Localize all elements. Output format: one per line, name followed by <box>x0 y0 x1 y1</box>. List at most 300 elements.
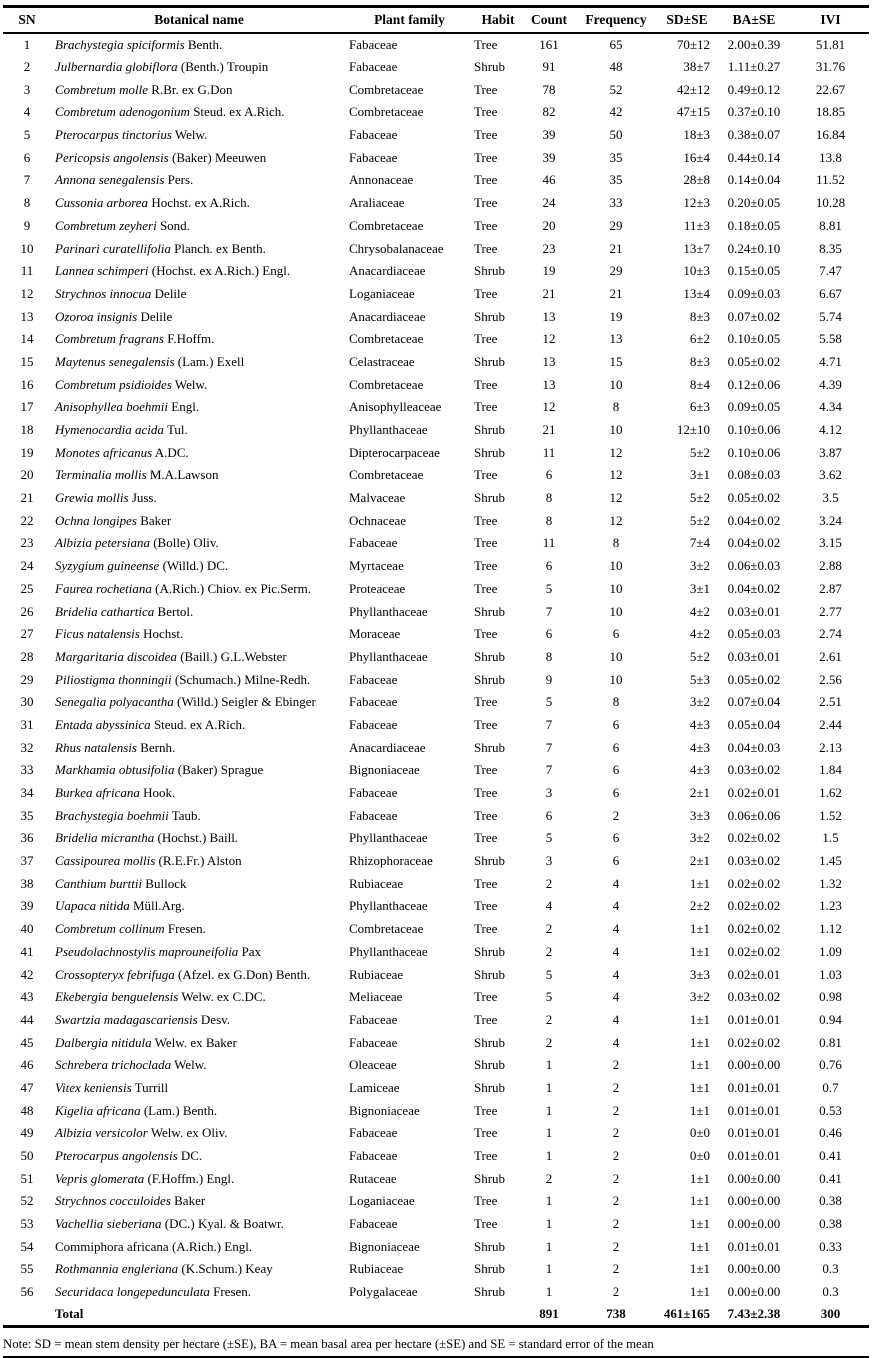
col-header-ba-se: BA±SE <box>716 7 792 34</box>
species-authority: (K.Schum.) Keay <box>181 1261 273 1277</box>
ba-cell: 0.00±0.00 <box>727 1284 781 1300</box>
species-binomial: Cassipourea mollis <box>55 853 156 869</box>
ba-cell: 0.03±0.02 <box>727 762 781 778</box>
species-binomial: Senegalia polyacantha <box>55 694 174 710</box>
table-row <box>3 532 869 555</box>
count-cell: 1 <box>545 1057 553 1073</box>
table-row <box>3 237 869 260</box>
count-cell: 19 <box>542 263 556 279</box>
species-authority: Welw. ex Baker <box>154 1034 237 1050</box>
species-binomial: Julbernardia globiflora <box>55 59 178 75</box>
table-row <box>3 419 869 442</box>
species-authority: Juss. <box>131 490 157 506</box>
species-binomial: Syzygium guineense <box>55 558 160 574</box>
species-authority: Welw. ex C.DC. <box>181 989 266 1005</box>
sd-cell: 2±1 <box>689 853 710 869</box>
plant-family-cell: Rutaceae <box>349 1170 397 1186</box>
sd-cell: 13±7 <box>683 240 710 256</box>
table-row <box>3 759 869 782</box>
count-cell: 1 <box>545 1193 553 1209</box>
count-cell: 6 <box>545 626 553 642</box>
sn-cell: 56 <box>20 1284 34 1300</box>
species-binomial: Anisophyllea boehmii <box>55 399 169 415</box>
species-binomial: Schrebera trichoclada <box>55 1057 172 1073</box>
table-row <box>3 691 869 714</box>
sd-cell: 8±3 <box>689 308 710 324</box>
ivi-cell: 1.5 <box>822 830 839 846</box>
ivi-cell: 3.5 <box>822 490 839 506</box>
frequency-cell: 6 <box>612 830 620 846</box>
species-authority: F.Hoffm. <box>167 331 215 347</box>
ba-cell: 0.05±0.02 <box>727 353 781 369</box>
ba-cell: 0.05±0.04 <box>727 716 781 732</box>
botanical-name-cell <box>51 1235 347 1258</box>
species-authority: (Hochst. ex A.Rich.) Engl. <box>151 263 291 279</box>
botanical-name-cell <box>51 736 347 759</box>
botanical-name-cell <box>51 78 347 101</box>
frequency-cell: 8 <box>612 694 620 710</box>
habit-cell: Tree <box>474 285 498 301</box>
ba-cell: 0.02±0.02 <box>727 943 781 959</box>
frequency-cell: 15 <box>609 353 623 369</box>
ba-cell: 0.15±0.05 <box>727 263 781 279</box>
botanical-name-cell <box>51 941 347 964</box>
table-row <box>3 850 869 873</box>
frequency-cell: 8 <box>612 535 620 551</box>
table-row <box>3 351 869 374</box>
frequency-cell: 10 <box>609 603 623 619</box>
sn-cell: 13 <box>20 308 34 324</box>
table-row <box>3 1258 869 1281</box>
ba-cell: 0.09±0.05 <box>727 399 781 415</box>
species-authority: Engl. <box>171 399 200 415</box>
sn-cell: 43 <box>20 989 34 1005</box>
frequency-cell: 35 <box>609 149 623 165</box>
botanical-name-cell <box>51 1122 347 1145</box>
species-binomial: Vachellia sieberiana <box>55 1216 162 1232</box>
plant-family-cell: Phyllanthaceae <box>349 898 428 914</box>
sd-cell: 1±1 <box>689 1079 710 1095</box>
frequency-cell: 19 <box>609 308 623 324</box>
sd-cell: 5±2 <box>689 648 710 664</box>
species-binomial: Strychnos innocua <box>55 285 152 301</box>
table-row <box>3 169 869 192</box>
ba-cell: 0.00±0.00 <box>727 1261 781 1277</box>
ivi-cell: 1.45 <box>819 853 842 869</box>
frequency-cell: 48 <box>609 59 623 75</box>
habit-cell: Shrub <box>474 353 506 369</box>
botanical-name-cell <box>51 396 347 419</box>
count-cell: 82 <box>542 104 556 120</box>
species-authority: (Willd.) Seigler & Ebinger <box>177 694 316 710</box>
species-binomial: Uapaca nitida <box>55 898 130 914</box>
count-cell: 21 <box>542 422 556 438</box>
sn-cell: 36 <box>20 830 34 846</box>
botanical-name-cell <box>51 918 347 941</box>
habit-cell: Shrub <box>474 966 506 982</box>
species-binomial: Pterocarpus angolensis <box>55 1148 178 1164</box>
habit-cell: Tree <box>474 626 498 642</box>
species-authority: M.A.Lawson <box>149 467 219 483</box>
botanical-name-cell <box>51 260 347 283</box>
habit-cell: Shrub <box>474 603 506 619</box>
plant-family-cell: Anisophylleaceae <box>349 399 442 415</box>
species-authority: (F.Hoffm.) Engl. <box>147 1170 235 1186</box>
frequency-cell: 13 <box>609 331 623 347</box>
botanical-name-cell <box>51 419 347 442</box>
species-binomial: Monotes africanus <box>55 444 153 460</box>
table-row <box>3 260 869 283</box>
ba-cell: 0.02±0.02 <box>727 875 781 891</box>
botanical-name-cell <box>51 1145 347 1168</box>
species-authority: Tul. <box>166 422 188 438</box>
count-cell: 24 <box>542 195 556 211</box>
botanical-name-cell <box>51 1054 347 1077</box>
sn-cell <box>3 1304 51 1327</box>
species-authority: Pax <box>241 943 262 959</box>
species-binomial: Hymenocardia acida <box>55 422 164 438</box>
sn-cell: 20 <box>20 467 34 483</box>
count-cell: 1 <box>545 1125 553 1141</box>
count-cell: 20 <box>542 217 556 233</box>
count-cell: 3 <box>545 853 553 869</box>
plant-family-cell: Rhizophoraceae <box>349 853 433 869</box>
habit-cell: Shrub <box>474 59 506 75</box>
sd-cell: 4±3 <box>689 762 710 778</box>
sd-cell: 70±12 <box>676 36 710 52</box>
sn-cell: 25 <box>20 580 34 596</box>
species-binomial: Markhamia obtusifolia <box>55 762 175 778</box>
botanical-name-cell <box>51 146 347 169</box>
sn-cell: 55 <box>20 1261 34 1277</box>
habit-cell: Shrub <box>474 648 506 664</box>
sd-cell: 1±1 <box>689 943 710 959</box>
plant-family-cell: Anacardiaceae <box>349 263 426 279</box>
botanical-name-cell <box>51 827 347 850</box>
ba-cell: 0.02±0.02 <box>727 830 781 846</box>
ivi-cell: 3.62 <box>819 467 842 483</box>
species-binomial: Combretum fragrans <box>55 331 164 347</box>
plant-family-cell: Bignoniaceae <box>349 1238 420 1254</box>
total-label-cell: Total <box>55 1306 84 1322</box>
botanical-name-cell <box>51 351 347 374</box>
ivi-cell: 4.34 <box>819 399 842 415</box>
count-cell: 5 <box>545 580 553 596</box>
botanical-name-cell <box>51 1031 347 1054</box>
table-row <box>3 555 869 578</box>
count-cell: 21 <box>542 285 556 301</box>
habit-cell: Tree <box>474 1102 498 1118</box>
species-binomial: Swartzia madagascariensis <box>55 1011 198 1027</box>
sd-cell: 3±3 <box>689 807 710 823</box>
frequency-cell: 6 <box>612 762 620 778</box>
table-row <box>3 33 869 56</box>
ba-cell: 0.14±0.04 <box>727 172 781 188</box>
table-row <box>3 918 869 941</box>
col-header-ivi: IVI <box>792 7 869 34</box>
sn-cell: 37 <box>20 853 34 869</box>
frequency-cell: 8 <box>612 399 620 415</box>
ivi-cell: 1.62 <box>819 785 842 801</box>
species-binomial: Brachystegia boehmii <box>55 807 169 823</box>
sd-cell: 7±4 <box>689 535 710 551</box>
species-binomial: Vitex keniensis <box>55 1079 132 1095</box>
table-row <box>3 328 869 351</box>
botanical-name-cell <box>51 305 347 328</box>
botanical-name-cell <box>51 782 347 805</box>
sd-cell: 4±2 <box>689 626 710 642</box>
habit-cell: Tree <box>474 127 498 143</box>
plant-family-cell: Combretaceae <box>349 921 424 937</box>
count-cell: 13 <box>542 353 556 369</box>
table-row <box>3 1167 869 1190</box>
species-authority: Welw. <box>174 376 208 392</box>
botanical-name-cell <box>51 1167 347 1190</box>
bottom-divider <box>3 1356 869 1358</box>
species-binomial: Cussonia arborea <box>55 195 149 211</box>
plant-family-cell: Lamiceae <box>349 1079 400 1095</box>
ivi-cell: 10.28 <box>815 195 846 211</box>
habit-cell <box>472 1304 524 1327</box>
table-row <box>3 986 869 1009</box>
frequency-cell: 10 <box>609 376 623 392</box>
sn-cell: 6 <box>23 149 31 165</box>
botanical-name-cell <box>51 237 347 260</box>
botanical-name-cell <box>51 33 347 56</box>
frequency-cell: 2 <box>612 1102 620 1118</box>
sn-cell: 26 <box>20 603 34 619</box>
habit-cell: Tree <box>474 830 498 846</box>
habit-cell: Tree <box>474 558 498 574</box>
table-row <box>3 963 869 986</box>
plant-family-cell: Polygalaceae <box>349 1284 418 1300</box>
sd-cell: 12±3 <box>683 195 710 211</box>
habit-cell: Shrub <box>474 1079 506 1095</box>
count-total-cell: 891 <box>539 1306 559 1322</box>
species-authority: (A.Rich.) Chiov. ex Pic.Serm. <box>155 580 312 596</box>
species-binomial: Entada abyssinica <box>55 716 151 732</box>
habit-cell: Shrub <box>474 444 506 460</box>
count-cell: 2 <box>545 1034 553 1050</box>
species-authority: Hook. <box>143 785 176 801</box>
ba-cell: 0.06±0.06 <box>727 807 781 823</box>
plant-family-cell: Fabaceae <box>349 785 398 801</box>
ba-cell: 0.06±0.03 <box>727 558 781 574</box>
frequency-cell: 12 <box>609 490 623 506</box>
botanical-name-cell <box>51 872 347 895</box>
habit-cell: Tree <box>474 217 498 233</box>
table-row <box>3 714 869 737</box>
frequency-cell: 2 <box>612 1057 620 1073</box>
ivi-cell: 22.67 <box>815 81 846 97</box>
table-note: Note: SD = mean stem density per hectare (±SE), BA = mean basal area per hectare (±SE) and SE = standard error of the mean <box>3 1336 654 1351</box>
ba-cell: 0.09±0.03 <box>727 285 781 301</box>
table-row <box>3 78 869 101</box>
species-binomial: Bridelia micrantha <box>55 830 155 846</box>
plant-family-cell: Combretaceae <box>349 331 424 347</box>
species-binomial: Albizia petersiana <box>55 535 150 551</box>
frequency-cell: 10 <box>609 580 623 596</box>
table-row <box>3 1122 869 1145</box>
sn-cell: 19 <box>20 444 34 460</box>
sd-cell: 13±4 <box>683 285 710 301</box>
sd-cell: 3±2 <box>689 830 710 846</box>
habit-cell: Tree <box>474 331 498 347</box>
habit-cell: Tree <box>474 1011 498 1027</box>
species-authority: (Willd.) DC. <box>162 558 229 574</box>
ba-cell: 0.02±0.02 <box>727 1034 781 1050</box>
ivi-cell: 51.81 <box>815 36 846 52</box>
plant-family-cell: Combretaceae <box>349 467 424 483</box>
habit-cell: Tree <box>474 376 498 392</box>
sn-cell: 49 <box>20 1125 34 1141</box>
ba-cell: 0.00±0.00 <box>727 1170 781 1186</box>
ba-cell: 0.04±0.02 <box>727 512 781 528</box>
ivi-cell: 2.61 <box>819 648 842 664</box>
frequency-cell: 6 <box>612 739 620 755</box>
count-cell: 1 <box>545 1079 553 1095</box>
ivi-cell: 2.56 <box>819 671 842 687</box>
ivi-cell: 0.53 <box>819 1102 842 1118</box>
species-binomial: Ozoroa insignis <box>55 308 138 324</box>
species-binomial: Canthium burttii <box>55 875 143 891</box>
frequency-cell: 52 <box>609 81 623 97</box>
sn-cell: 40 <box>20 921 34 937</box>
botanical-name-cell <box>51 600 347 623</box>
sn-cell: 22 <box>20 512 34 528</box>
species-authority: Welw. <box>174 1057 207 1073</box>
botanical-name-cell <box>51 1190 347 1213</box>
frequency-cell: 50 <box>609 127 623 143</box>
plant-family-cell: Fabaceae <box>349 59 398 75</box>
species-binomial: Maytenus senegalensis <box>55 353 175 369</box>
habit-cell: Tree <box>474 36 498 52</box>
species-authority: Steud. ex A.Rich. <box>193 104 285 120</box>
ba-cell: 0.03±0.01 <box>727 648 781 664</box>
sd-cell: 3±1 <box>689 467 710 483</box>
ivi-cell: 0.98 <box>819 989 842 1005</box>
sd-cell: 1±1 <box>689 921 710 937</box>
frequency-cell: 4 <box>612 921 620 937</box>
sn-cell: 33 <box>20 762 34 778</box>
species-authority: Steud. ex A.Rich. <box>153 716 246 732</box>
count-cell: 6 <box>545 807 553 823</box>
count-cell: 9 <box>545 671 553 687</box>
sn-cell: 23 <box>20 535 34 551</box>
species-binomial: Dalbergia nitidula <box>55 1034 152 1050</box>
sn-cell: 47 <box>20 1079 34 1095</box>
species-authority: Fresen. <box>213 1284 252 1300</box>
count-cell: 6 <box>545 558 553 574</box>
ba-cell: 0.02±0.01 <box>727 966 781 982</box>
species-binomial: Combretum molle <box>55 81 149 97</box>
botanical-name-cell <box>51 714 347 737</box>
count-cell: 8 <box>545 490 553 506</box>
sn-cell: 11 <box>20 263 34 279</box>
plant-family-cell: Fabaceae <box>349 694 398 710</box>
species-authority: Benth. <box>187 36 223 52</box>
habit-cell: Shrub <box>474 943 506 959</box>
ba-cell: 0.37±0.10 <box>727 104 781 120</box>
species-authority: Planch. ex Benth. <box>174 240 266 256</box>
frequency-cell: 10 <box>609 671 623 687</box>
table-row <box>3 1099 869 1122</box>
botanical-name-cell <box>51 487 347 510</box>
plant-family-cell: Phyllanthaceae <box>349 648 428 664</box>
species-authority: Sond. <box>159 217 190 233</box>
plant-family-cell: Fabaceae <box>349 716 398 732</box>
botanical-name-cell <box>51 509 347 532</box>
plant-family-cell: Oleaceae <box>349 1057 397 1073</box>
frequency-cell: 2 <box>612 1284 620 1300</box>
sn-cell: 48 <box>20 1102 34 1118</box>
count-cell: 7 <box>545 739 553 755</box>
ba-cell: 0.00±0.00 <box>727 1057 781 1073</box>
sd-total-cell: 461±165 <box>663 1306 710 1322</box>
botanical-name-cell <box>51 1281 347 1304</box>
sd-cell: 0±0 <box>689 1148 710 1164</box>
frequency-cell: 12 <box>609 467 623 483</box>
table-row <box>3 441 869 464</box>
plant-family-cell: Proteaceae <box>349 580 406 596</box>
botanical-name-cell <box>51 441 347 464</box>
ba-cell: 0.04±0.02 <box>727 535 781 551</box>
frequency-cell: 4 <box>612 875 620 891</box>
ba-cell: 0.05±0.02 <box>727 671 781 687</box>
habit-cell: Tree <box>474 989 498 1005</box>
sd-cell: 1±1 <box>689 1216 710 1232</box>
botanical-name-cell <box>51 804 347 827</box>
table-row <box>3 509 869 532</box>
ivi-cell: 8.81 <box>819 217 842 233</box>
species-binomial: Combretum adenogonium <box>55 104 190 120</box>
species-authority: Pers. <box>167 172 194 188</box>
species-binomial: Kigelia africana <box>55 1102 141 1118</box>
botanical-name-cell <box>51 215 347 238</box>
sd-cell: 1±1 <box>689 875 710 891</box>
botanical-name-cell <box>51 373 347 396</box>
habit-cell: Shrub <box>474 1238 506 1254</box>
species-binomial: Bridelia cathartica <box>55 603 155 619</box>
sd-cell: 3±2 <box>689 989 710 1005</box>
plant-family-cell: Fabaceae <box>349 36 398 52</box>
count-cell: 39 <box>542 127 556 143</box>
ivi-cell: 1.32 <box>819 875 842 891</box>
frequency-cell: 2 <box>612 1216 620 1232</box>
species-binomial: Terminalia mollis <box>55 467 147 483</box>
plant-family-cell: Phyllanthaceae <box>349 603 428 619</box>
count-cell: 11 <box>542 444 556 460</box>
species-binomial: Brachystegia spiciformis <box>55 36 185 52</box>
species-authority: DC. <box>180 1148 203 1164</box>
ivi-cell: 1.09 <box>819 943 842 959</box>
plant-family-cell: Phyllanthaceae <box>349 943 428 959</box>
header-row <box>3 7 869 34</box>
ivi-cell: 4.12 <box>819 422 842 438</box>
sn-cell: 30 <box>20 694 34 710</box>
frequency-cell: 21 <box>609 240 623 256</box>
species-binomial: Faurea rochetiana <box>55 580 152 596</box>
botanical-name-cell <box>51 850 347 873</box>
count-cell: 6 <box>545 467 553 483</box>
count-cell: 7 <box>545 603 553 619</box>
ivi-cell: 1.03 <box>819 966 842 982</box>
botanical-name-cell <box>51 283 347 306</box>
habit-cell: Tree <box>474 898 498 914</box>
habit-cell: Tree <box>474 580 498 596</box>
species-binomial: Securidaca longepedunculata <box>55 1284 210 1300</box>
table-row <box>3 56 869 79</box>
